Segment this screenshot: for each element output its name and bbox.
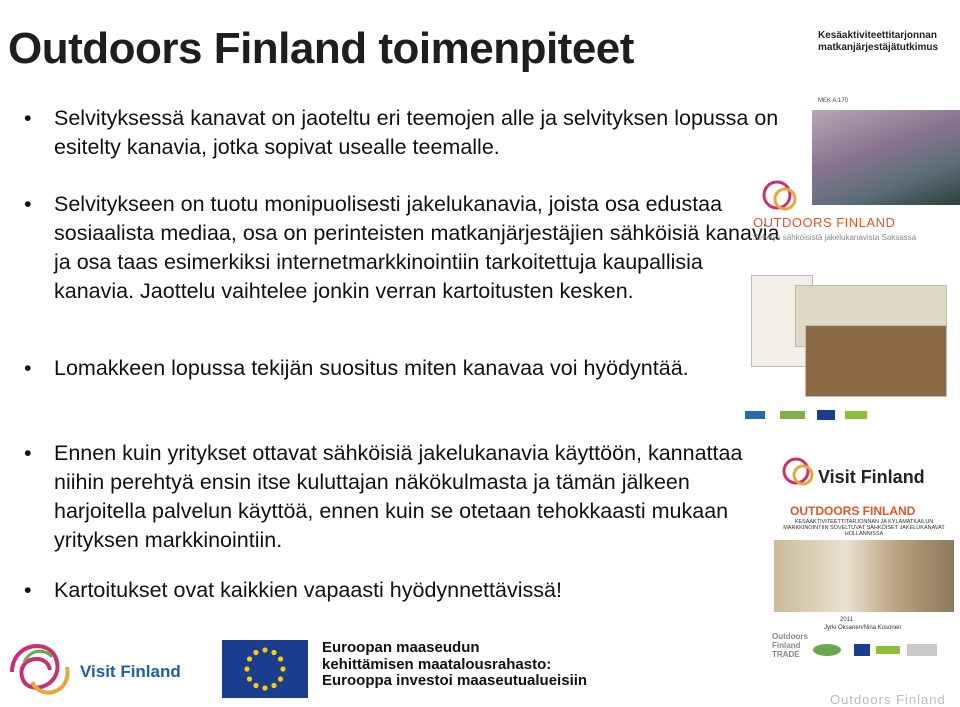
bullet-text: Selvitykseen on tuotu monipuolisesti jakelukanavia, joista osa edustaa sosiaalista mediaa, osa on perinteisten matkanjärjestäjien sähköisiä kanavia ja osa taas esimerkiksi internetmarkkinointiin tarkoitettuja kaupallisia kanavia. Jaottelu vaihtelee jonkin verran kartoitusten kesken.	[54, 192, 780, 303]
report-cover-title: Kesäaktiviteettitarjonnan matkanjärjestäjätutkimus	[818, 30, 939, 53]
report-year: 2011	[840, 617, 853, 623]
report-author: Jyrki Oksanen/Nina Kosonen	[824, 625, 902, 631]
eu-funding-text	[322, 640, 587, 690]
report-cover-photo	[774, 540, 954, 612]
visit-finland-footer-logo	[2, 632, 192, 707]
holland-report-thumbnail	[768, 445, 960, 645]
bullet-marker: •	[24, 192, 32, 216]
outdoors-finland-brand: OUTDOORS FINLAND	[790, 504, 916, 518]
outdoors-finland-brand: OUTDOORS FINLAND	[753, 215, 896, 230]
outdoors-trade-line: TRADE	[772, 650, 800, 659]
report-subtitle: Selvitys sähköisistä jakelukanavista Saksassa	[753, 233, 917, 242]
visit-finland-logo-icon	[757, 177, 817, 217]
partner-logos-icon	[735, 407, 960, 423]
bullet-marker: •	[24, 578, 32, 602]
bullet-item	[24, 104, 784, 162]
eu-text-line: Euroopan maaseudun	[322, 639, 480, 656]
outdoors-trade-logos	[772, 628, 960, 673]
eu-flag	[222, 640, 308, 698]
visit-finland-logo-icon	[780, 455, 820, 491]
outdoors-trade-wordmark	[772, 632, 808, 659]
eu-text-line: kehittämisen maatalousrahasto:	[322, 655, 552, 673]
eu-text-line: Eurooppa investoi maaseutualueisiin	[322, 672, 588, 689]
report-cover-code: MEK A:170	[818, 98, 849, 104]
partner-logos	[735, 407, 960, 423]
partner-logos-icon	[812, 638, 952, 668]
bullet-marker: •	[24, 106, 32, 130]
bullet-marker: •	[24, 356, 32, 380]
bullet-text: Kartoitukset ovat kaikkien vapaasti hyödynnettävissä!	[54, 578, 562, 602]
bullet-item	[24, 439, 784, 555]
visit-finland-swirl-icon	[2, 632, 82, 704]
bullet-text: Ennen kuin yritykset ottavat sähköisiä jakelukanavia käyttöön, kannattaa niihin perehtyä ensin itse kuluttajan näkökulmasta ja tämän jälkeen harjoitella palvelun käyttöä, ennen kuin se otetaan tehokkaasti mukaan yrityksen markkinointiin.	[54, 441, 743, 552]
outdoors-trade-line: Outdoors	[772, 632, 808, 641]
eagle-photo-screenshot	[805, 325, 947, 397]
outdoors-trade-line: Finland	[772, 641, 801, 650]
visit-finland-wordmark: Visit Finland	[80, 662, 181, 681]
report-description: KESÄAKTIVITEETTITARJONNAN JA KYLÄMATKAILUN MARKKINOINTIIN SOVELTUVAT SÄHKÖISET JAKELUKANAVAT HOLLANNISSA	[783, 519, 945, 537]
report-cover-header	[812, 0, 960, 110]
outdoors-report-thumbnail	[735, 175, 960, 430]
bullet-item	[24, 576, 562, 605]
bullet-marker: •	[24, 441, 32, 465]
bullet-text: Selvityksessä kanavat on jaoteltu eri teemojen alle ja selvityksen lopussa on esitelty kanavia, jotka sopivat usealle teemalle.	[54, 106, 779, 159]
bullet-text: Lomakkeen lopussa tekijän suositus miten kanavaa voi hyödyntää.	[54, 356, 689, 380]
eu-stars-icon	[222, 640, 308, 698]
slide-title: Outdoors Finland toimenpiteet	[8, 24, 634, 73]
outdoors-finland-watermark: Outdoors Finland	[830, 692, 946, 707]
bullet-item	[24, 354, 689, 383]
bullet-item	[24, 190, 784, 306]
visit-finland-brand: Visit Finland	[818, 467, 925, 487]
